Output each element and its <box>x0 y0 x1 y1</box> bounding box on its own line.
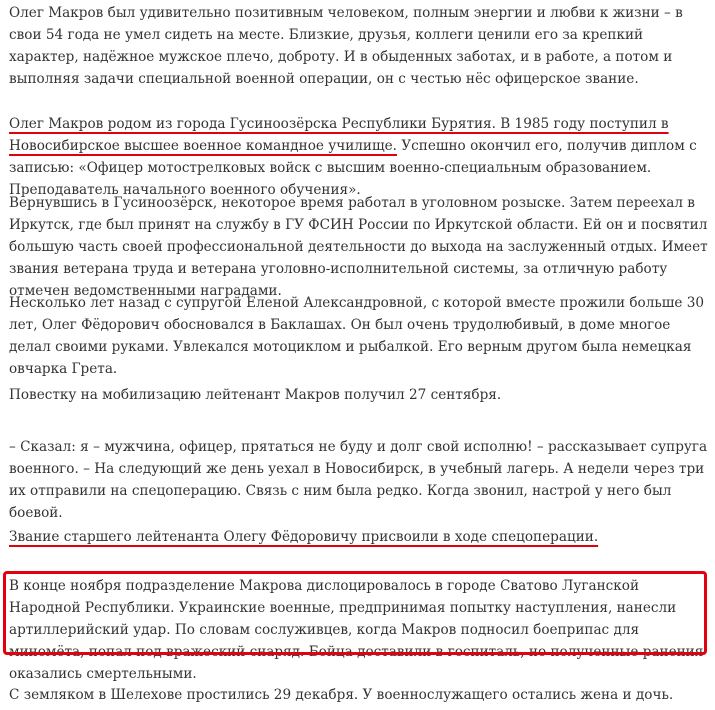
paragraph-quote: – Сказал: я – мужчина, офицер, прятаться не буду и долг свой исполню! – рассказывает супруга военного. – На следующий же день уехал в Новосибирск, в учебный лагерь. А недели через три их отправили на спецоперацию. Связь с ним была редко. Когда звонил, настрой у него был боевой. <box>9 439 708 521</box>
paragraph-career: Вернувшись в Гусиноозёрск, некоторое время работал в уголовном розыске. Затем переехал в Иркутск, где был принят на службу в ГУ ФСИН России по Иркутской области. Ей он и посвятил большую часть своей профессиональной деятельности до выхода на заслуженный отдых. Имеет звания ветерана труда и ветерана уголовно-исполнительной системы, за отличную работу отмечен ведомственными наградами. <box>9 195 708 299</box>
promotion-underlined-text: Звание старшего лейтенанта Олегу Фёдоровичу присвоили в ходе спецоперации. <box>9 529 599 545</box>
paragraph-mobilization: Повестку на мобилизацию лейтенант Макров получил 27 сентября. <box>9 387 502 403</box>
paragraph-death: В конце ноября подразделение Макрова дислоцировалось в городе Сватово Луганской Народной Республики. Украинские военные, предпринимая попытку наступления, нанесли артиллерийский удар. По словам сослуживцев, когда Макров подносил боеприпас для миномёта, попал под вражеский снаряд. Бойца доставили в госпиталь, но полученные ранения оказались смертельными. <box>9 578 704 682</box>
paragraph-family: Несколько лет назад с супругой Еленой Александровной, с которой вместе прожили больше 30 лет, Олег Фёдорович обосновался в Баклашах. Он был очень трудолюбивый, в доме многое делал своими руками. Увлекался мотоциклом и рыбалкой. Его верным другом была немецкая овчарка Грета. <box>9 295 705 377</box>
paragraph-intro: Олег Макров был удивительно позитивным человеком, полным энергии и любви к жизни – в свои 54 года не умел сидеть на месте. Близкие, друзья, коллеги ценили его за крепкий характер, надёжное мужское плечо, доброту. И в обыденных заботах, и в работе, а потом и выполняя задачи специальной военной операции, он с честью нёс офицерское звание. <box>9 5 683 87</box>
paragraph-farewell: С земляком в Шелехове простились 29 декабря. У военнослужащего остались жена и дочь. <box>9 687 674 703</box>
origin-rest-text: Успешно окончил его, получив диплом с записью: «Офицер мотострелковых войск с высшим военно-специальным образованием. Преподаватель начального военного обучения». <box>9 138 697 198</box>
paragraph-promotion <box>9 526 709 548</box>
paragraph-origin <box>9 113 709 201</box>
origin-underlined-text: Олег Макров родом из города Гусиноозёрска Республики Бурятия. В 1985 году поступил в Новосибирское высшее военное командное училище. <box>9 116 669 154</box>
